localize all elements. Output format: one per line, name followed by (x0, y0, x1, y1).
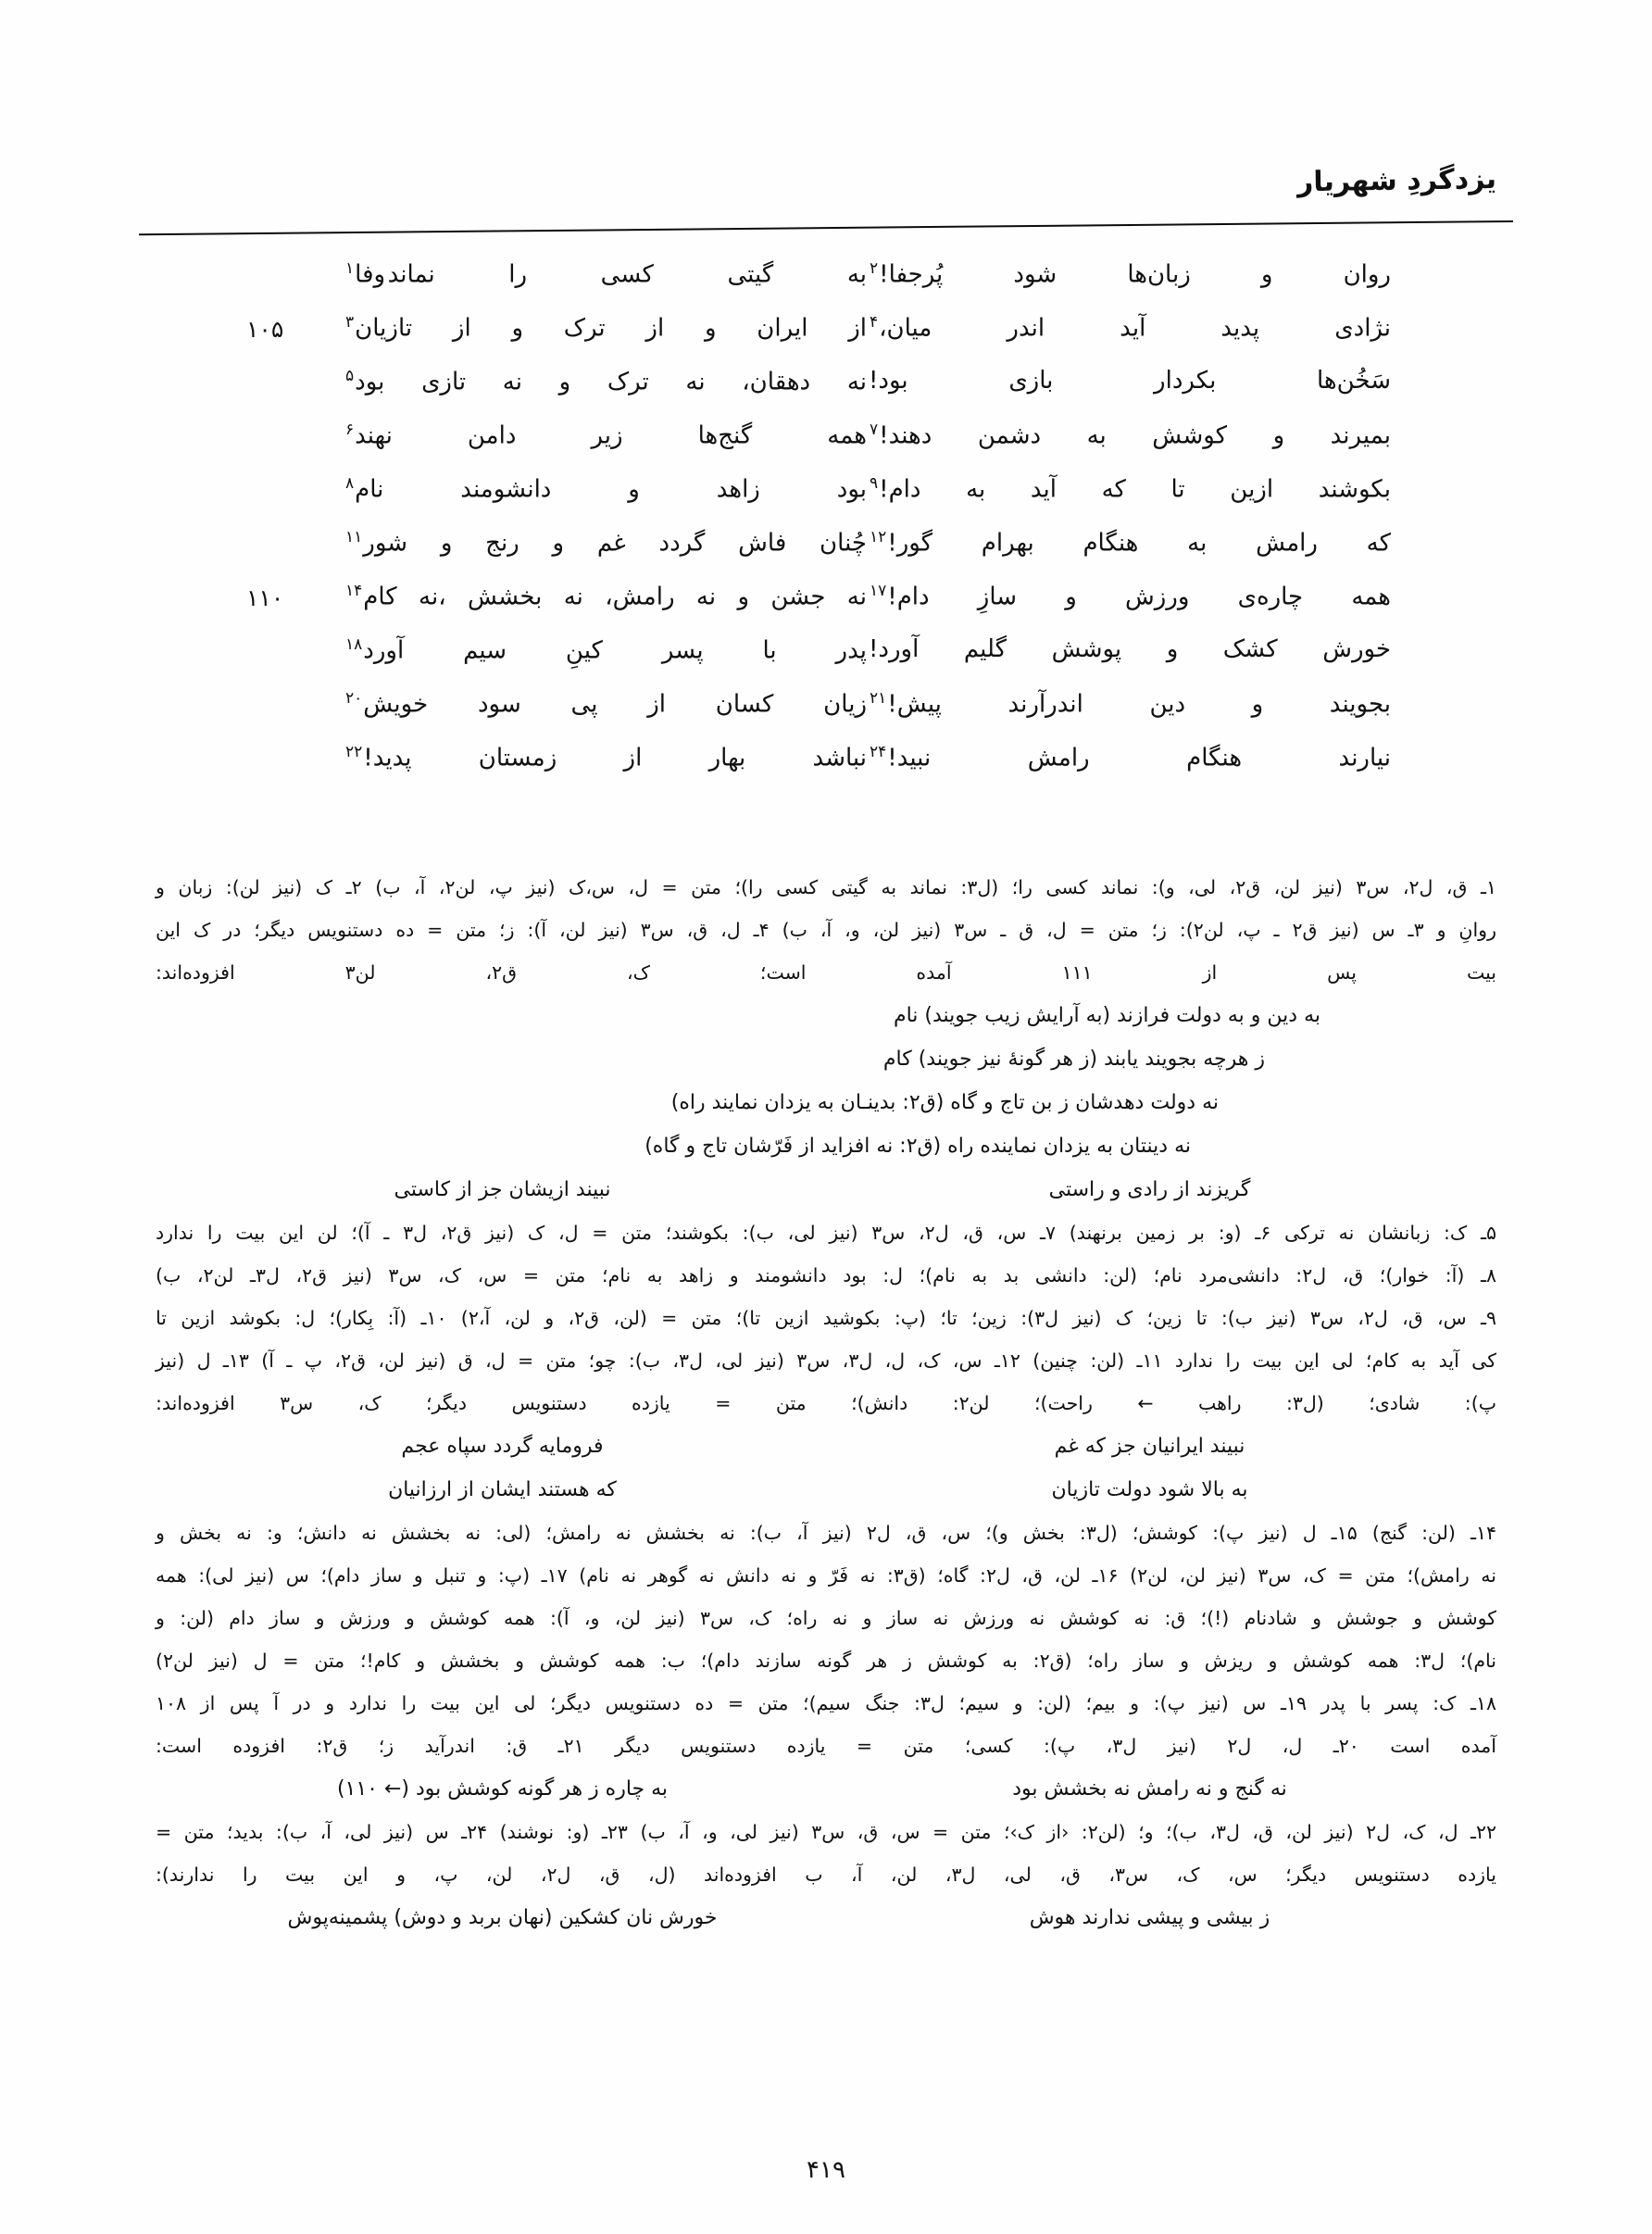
verse-row (237, 472, 1419, 526)
apparatus-line: ۱ـ ق، ل۲، س۳ (نیز لن، ق۲، لی، و): نماند کسی را؛ (ل۳: نماند به گیتی کسی را)؛ متن = ل، س،ک (نیز پ، لن۲، آ، ب) ۲ـ ک (نیز لن): زبان و (156, 876, 1496, 898)
apparatus-quoted-couplet (156, 1468, 1496, 1512)
hemistich-second: بکوشند ازین تا که آید به دام!$^۹$ (870, 474, 1391, 504)
hemistich-second: نیارند هنگام رامش نبید!$^{۲۴}$ (870, 743, 1391, 772)
hemistich-second: که رامش به هنگام بهرام گور!$^{۱۲}$ (870, 528, 1391, 558)
apparatus-line: یازده دستنویس دیگر؛ س، ک، س۳، ق، لی، ل۳، لن، آ، ب افزوده‌اند (ل، ق، ل۲، لن، پ، و این بیت را ندارند): (156, 1864, 1496, 1886)
verse-line-number: ۱۱۰ (246, 584, 284, 611)
verse-block (237, 257, 1419, 795)
footnote-marker: ۱۴ (345, 582, 363, 600)
apparatus-quoted-couplet (156, 1767, 1496, 1811)
verse-row (237, 311, 1419, 365)
apparatus-quoted-couplet (156, 1168, 1496, 1211)
footnote-marker: ۵ (345, 367, 355, 385)
apparatus-line: کوشش و جوشش و شادنام (!)؛ ق: نه کوشش نه ورزش نه ساز و نه راه؛ ک، س۳ (نیز لن، و، آ): همه کوشش و ورزش و ساز دام (لن: و (156, 1607, 1496, 1629)
folio (0, 2156, 1652, 2184)
hemistich-first: نه جشن و نه رامش، نه بخشش ،نه کام$^{۱۴}$ (345, 582, 867, 611)
apparatus-quoted-line: ز هرچه بجویند یابند (ز هر گونهٔ نیز جویند) کام (882, 1048, 1265, 1071)
hemistich-first: از ایران و از ترک و از تازیان$^۳$ (345, 313, 867, 343)
footnote-marker: ۲ (870, 259, 879, 278)
quoted-hemistich-first: به بالا شود دولت تازیان (1051, 1478, 1248, 1501)
page-number: ۴۱۹ (807, 2156, 845, 2184)
footnote-marker: ۹ (870, 474, 879, 493)
hemistich-second: همه چاره‌ی ورزش و سازِ دام!$^{۱۷}$ (870, 582, 1391, 611)
hemistich-first: چُنان فاش گردد غم و رنج و شور$^{۱۱}$ (345, 528, 867, 558)
quoted-hemistich-first: نبیند ایرانیان جز که غم (1054, 1435, 1245, 1458)
quoted-hemistich-first: ز بیشی و پیشی ندارند هوش (1029, 1906, 1270, 1929)
apparatus-quoted-couplet (156, 1424, 1496, 1468)
footnote-marker: ۱۱ (345, 528, 363, 546)
apparatus-quoted-line: نه دولت دهدشان ز بن تاج و گاه (ق۲: بدینـان به یزدان نمایند راه) (670, 1091, 1219, 1114)
hemistich-second: سَخُن‌ها بکردار بازی بود! (869, 367, 1391, 395)
hemistich-first: بود زاهد و دانشومند نام$^۸$ (345, 474, 867, 504)
quoted-hemistich-second: به چاره ز هر گونه کوشش بود (← ۱۱۰) (336, 1777, 669, 1801)
footnote-marker: ۱۸ (345, 635, 363, 654)
running-head (139, 163, 1513, 228)
apparatus-line: ۵ـ ک: زبانشان نه ترکی ۶ـ (و: بر زمین برنهند) ۷ـ س، ق، ل۲، س۳ (نیز لی، ب): بکوشند؛ متن = ل، ک (نیز ق۲، ل۳ ـ آ)؛ لن این بیت را ندارد (156, 1222, 1496, 1244)
hemistich-second: خورش کشک و پوشش گلیم آورد! (869, 635, 1391, 663)
footnote-marker: ۸ (345, 474, 355, 493)
apparatus-line: روانِ و ۳ـ س (نیز ق۲ ـ پ، لن۲): ز؛ متن = ل، ق ـ س۳ (نیز لن، و، آ، ب) ۴ـ ل، ق، س۳ (نیز لن، آ): ز؛ متن = ده دستنویس دیگر؛ در ک این (156, 919, 1496, 941)
apparatus-quoted-couplet (156, 1896, 1496, 1939)
apparatus-line: ۲۲ـ ل، ک، ل۲ (نیز لن، ق، ل۳، ب)؛ و؛ (لن۲: ‹از ک›؛ متن = س، ق، س۳ (نیز لی، و، آ، ب) ۲۳ـ (و: نوشند) ۲۴ـ س (نیز لی، آ، ب): بدید؛ متن = (156, 1821, 1497, 1843)
footnote-marker: ۲۴ (870, 743, 887, 761)
verse-row (237, 580, 1419, 634)
hemistich-second: نژادی پدید آید اندر میان،$^۴$ (870, 313, 1391, 343)
apparatus-line: ۸ـ (آ: خوار)؛ ق، ل۲: دانشی‌مرد نام؛ (لن: دانشی بد به نام)؛ ل: بود دانشومند و زاهد به نام؛ متن = س، ک، س۳ (نیز ق۲، ل۳ـ لن۲، ب) (156, 1264, 1496, 1286)
footnote-marker: ۲۱ (870, 689, 887, 708)
hemistich-second: روان و زبان‌ها شود پُرجفا!$^۲$ (870, 259, 1391, 289)
header-rule (139, 220, 1513, 235)
apparatus-line: کی آید به کام؛ لی این بیت را ندارد ۱۱ـ (لن: چنین) ۱۲ـ س، ک، ل، ل۳، س۳ (نیز لی، ل۳، ب): چو؛ متن = ل، ق (نیز لن، ق۲، پ ـ آ) ۱۳ـ ل (نیز (156, 1349, 1496, 1372)
quoted-hemistich-second: خورش نان کشکین (نهان بربد و دوش) پشمینه‌پوش (287, 1906, 718, 1929)
apparatus-line: بیت پس از ۱۱۱ آمده است؛ ک، ق۲، لن۳ افزوده‌اند: (156, 961, 1497, 984)
quoted-hemistich-second: فرومایه گردد سپاه عجم (401, 1435, 604, 1458)
verse-line-number (237, 472, 304, 477)
hemistich-first: نه دهقان، نه ترک و نه تازی بود$^۵$ (345, 367, 867, 396)
verse-line-number: ۱۰۵ (246, 316, 284, 343)
footnote-marker: ۳ (345, 313, 355, 332)
verse-row (237, 687, 1419, 741)
footnote-marker: ۱ (345, 259, 355, 278)
quoted-hemistich-second: که هستند ایشان از ارزانیان (388, 1478, 617, 1501)
apparatus-line: نه رامش)؛ متن = ک، س۳ (نیز لن، لن۲) ۱۶ـ لن، ق، ل۲: گاه؛ (ق۳: نه فَرّ و نه دانش نه گوهر نه نام) ۱۷ـ (پ: و تنبل و ساز دام)؛ س (نیز لی): همه (156, 1564, 1496, 1587)
verse-line-number (237, 687, 304, 692)
footnote-marker: ۴ (870, 313, 879, 332)
verse-line-number (237, 257, 304, 262)
verse-line-number (237, 526, 304, 531)
hemistich-second: بجویند و دین اندرآرند پیش!$^{۲۱}$ (870, 689, 1391, 719)
verse-row (237, 634, 1419, 687)
footnote-marker: ۱۷ (870, 582, 887, 600)
apparatus-line: آمده است ۲۰ـ ل، ل۲ (نیز ل۳، پ): کسی؛ متن = یازده دستنویس دیگر ۲۱ـ ق: اندرآید ز؛ ق۲: افزوده است: (156, 1735, 1496, 1757)
footnote-marker: ۲۲ (345, 743, 363, 761)
verse-line-number (237, 365, 304, 370)
apparatus-line: نام)؛ ل۳: همه کوشش و ریزش و ساز راه؛ (ق۲: به کوشش ز هر گونه سازند دام)؛ ب: همه کوشش و بخشش و کام!؛ متن = ل (نیز لن۲) (156, 1650, 1497, 1672)
apparatus-line: ۱۴ـ (لن: گنج) ۱۵ـ ل (نیز پ): کوشش؛ (ل۳: بخش و)؛ س، ق، ل۲ (نیز آ، ب): نه بخشش نه رامش؛ (لی: نه بخشش نه دانش؛ و: نه بخش و (156, 1522, 1496, 1544)
hemistich-second: بمیرند و کوشش به دشمن دهند!$^۷$ (870, 420, 1391, 450)
verse-row (237, 419, 1419, 472)
verse-line-number (237, 634, 304, 638)
apparatus-quoted-line: نه دینتان به یزدان نماینده راه (ق۲: نه افزاید از فَرّشان تاج و گاه) (645, 1135, 1191, 1158)
footnote-marker: ۶ (345, 420, 355, 439)
hemistich-first: به گیتی کسی را نماند وفا$^۱$ (345, 259, 867, 289)
quoted-hemistich-second: نبیند ازیشان جز از کاستی (394, 1178, 611, 1201)
verse-row (237, 741, 1419, 795)
verse-line-number (237, 419, 304, 423)
apparatus-line: ۱۸ـ ک: پسر با پدر ۱۹ـ س (نیز پ): و بیم؛ (لن: و سیم؛ ل۳: جنگ سیم)؛ متن = ده دستنویس دیگر؛ لی این بیت را ندارد و در آ پس از ۱۰۸ (156, 1692, 1497, 1714)
hemistich-first: زیان کسان از پی سود خویش$^{۲۰}$ (345, 689, 867, 719)
footnote-marker: ۷ (870, 420, 879, 439)
hemistich-first: همه گنج‌ها زیر دامن نهند$^۶$ (345, 420, 867, 450)
footnote-marker: ۱۲ (870, 528, 887, 546)
running-head-title: یزدگردِ شهریار (1296, 163, 1497, 199)
footnote-marker: ۲۰ (345, 689, 363, 708)
apparatus-line: ۹ـ س، ق، ل۲، س۳ (نیز ب): تا زین؛ ک (نیز ل۳): زین؛ تا؛ (پ: بکوشید ازین تا)؛ متن = (لن، ق۲، و لن، آ،۲) ۱۰ـ (آ: بِکار)؛ ل: بکوشد ازین تا (156, 1307, 1496, 1329)
verse-row (237, 257, 1419, 311)
quoted-hemistich-first: نه گنج و نه رامش نه بخشش بود (1012, 1777, 1287, 1801)
verse-row (237, 365, 1419, 419)
hemistich-first: نباشد بهار از زمستان پدید!$^{۲۲}$ (345, 743, 867, 772)
hemistich-first: پدر با پسر کینِ سیم آورد$^{۱۸}$ (345, 635, 867, 665)
critical-apparatus (156, 866, 1496, 1939)
apparatus-line: پ): شادی؛ (ل۳: راهب ← راحت)؛ لن۲: دانش)؛ متن = یازده دستنویس دیگر؛ ک، س۳ افزوده‌اند: (156, 1392, 1496, 1414)
verse-line-number (237, 741, 304, 746)
quoted-hemistich-first: گریزند از رادی و راستی (1048, 1178, 1251, 1201)
verse-row (237, 526, 1419, 580)
apparatus-quoted-line: به دین و به دولت فرازند (به آرایش زیب جویند) نام (893, 1004, 1320, 1027)
